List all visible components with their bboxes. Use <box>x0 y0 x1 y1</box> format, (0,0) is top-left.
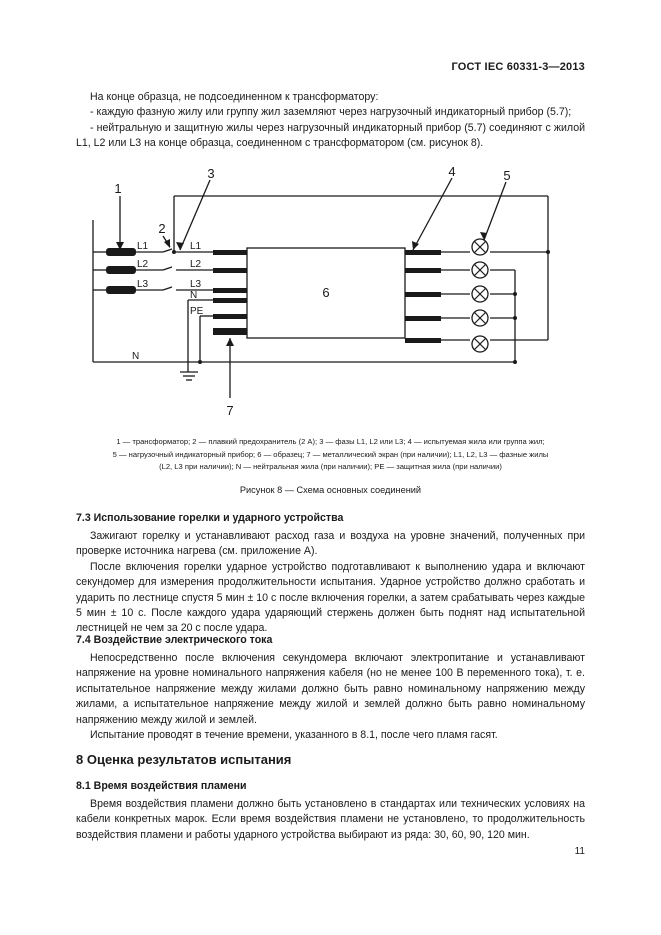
right-label-l1: L1 <box>190 241 202 252</box>
right-label-pe: PE <box>190 306 204 317</box>
callout-7: 7 <box>226 403 234 418</box>
section-7-3-paragraph-1: Зажигают горелку и устанавливают расход газа и воздуха на уровне значений, полученных при проверке источника нагрева (см. приложение А). <box>76 530 585 558</box>
figure-legend <box>40 436 621 474</box>
legend-line-2: 5 — нагрузочный индикаторный прибор; 6 — образец; 7 — металлический экран (при наличии); L1, L2, L3 — фазные жилы <box>112 449 549 459</box>
callout-3: 3 <box>207 166 215 181</box>
connection-diagram <box>0 160 661 430</box>
section-8-1-body <box>76 797 585 843</box>
left-label-l1: L1 <box>137 241 149 252</box>
section-7-3-title: 7.3 Использование горелки и ударного устройства <box>76 512 344 524</box>
intro-line-3: - нейтральную и защитную жилы через нагрузочный индикаторный прибор (5.7) соединяют с жилой L1, L2 или L3 на конце образца, соединенном с трансформатором (см. рисунок 8). <box>76 121 585 150</box>
intro-text <box>76 90 585 152</box>
section-7-4-paragraph-1: Непосредственно после включения секундомера включают электропитание и устанавливают напряжение на уровне номинального напряжения кабеля (но не менее 100 В переменного тока), т. е. испытательное напряжение между жилами должно быть равно номинальному напряжению между жилами, а испытательное напряжение между жилой и землей должно быть равно номинальному напряжению между жилой и землей. <box>76 652 585 726</box>
intro-line-2: - каждую фазную жилу или группу жил заземляют через нагрузочный индикаторный прибор (5.7); <box>90 106 572 119</box>
intro-line-1: На конце образца, не подсоединенном к трансформатору: <box>90 91 379 103</box>
section-7-4-body <box>76 651 585 743</box>
callout-2: 2 <box>158 221 166 236</box>
section-8-title: 8 Оценка результатов испытания <box>76 752 292 767</box>
left-label-l3: L3 <box>137 279 149 290</box>
section-7-3-body <box>76 529 585 637</box>
left-label-l2: L2 <box>137 259 149 270</box>
section-7-4-paragraph-2: Испытание проводят в течение времени, указанного в 8.1, после чего пламя гасят. <box>90 729 498 742</box>
callout-6: 6 <box>322 285 330 300</box>
document-code: ГОСТ IEC 60331-3—2013 <box>451 61 585 73</box>
section-7-3-paragraph-2: После включения горелки ударное устройство подготавливают к выполнению удара и включают секундомер для измерения продолжительности испытания. Ударное устройство должно сработать и ударить по лестнице спустя 5 мин ± 10 с после включения горелки, а затем срабатывать через каждые 5 мин ± 10 с. После каждого удара ударяющий стержень должен быть поднят над испытательной лестницей не чем за 20 с после удара. <box>76 560 585 635</box>
callout-1: 1 <box>114 181 122 196</box>
figure-caption: Рисунок 8 — Схема основных соединений <box>239 485 422 495</box>
right-label-l2: L2 <box>190 259 202 270</box>
page-number: 11 <box>574 846 585 857</box>
callout-4: 4 <box>448 164 456 179</box>
section-8-1-title: 8.1 Время воздействия пламени <box>76 780 247 792</box>
section-8-1-paragraph-1: Время воздействия пламени должно быть установлено в стандартах или технических условиях на кабели конкретных марок. Если время воздействия пламени не установлено, то продолжительность воздействия пламени и работы ударного устройства выбирают из ряда: 30, 60, 90, 120 мин. <box>76 798 585 841</box>
section-7-4-title: 7.4 Воздействие электрического тока <box>76 634 273 646</box>
callout-5: 5 <box>503 168 511 183</box>
bottom-label-n: N <box>132 351 140 362</box>
right-label-l3: L3 <box>190 279 202 290</box>
legend-line-3: (L2, L3 при наличии); N — нейтральная жила (при наличии); PE — защитная жила (при наличии) <box>159 462 502 472</box>
legend-line-1: 1 — трансформатор; 2 — плавкий предохранитель (2 А); 3 — фазы L1, L2 или L3; 4 — испытуемая жила или группа жил; <box>116 437 545 446</box>
right-label-n: N <box>190 290 198 301</box>
